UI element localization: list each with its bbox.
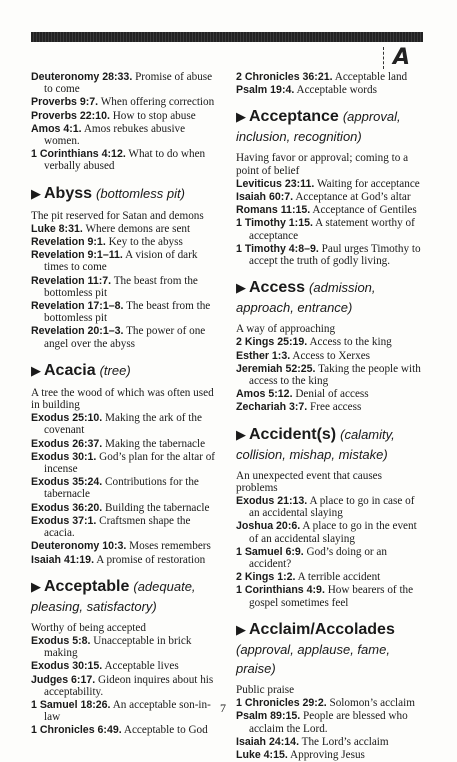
entry-description: How to stop abuse [112, 109, 196, 122]
entry-description: Denial of access [295, 388, 369, 401]
scripture-reference: Amos 4:1. [31, 122, 82, 135]
scripture-reference: Exodus 25:10. [31, 412, 103, 425]
scripture-reference: Esther 1:3. [236, 349, 291, 362]
entry-description: A place to go in case of an accidental slaying [249, 495, 415, 520]
topic-synonyms: (adequate, pleasing, satisfactory) [31, 578, 196, 614]
scripture-reference: Deuteronomy 10:3. [31, 540, 127, 553]
entry-description: What to do when verbally abused [44, 148, 206, 173]
scripture-entry [236, 710, 426, 734]
scripture-entry [31, 148, 218, 172]
topic-heading-acacia [31, 361, 218, 381]
topic-definition: An unexpected event that causes problems [236, 469, 383, 494]
entry-description: God’s plan for the altar of incense [44, 450, 216, 476]
scripture-entry [236, 584, 426, 608]
topic-heading-abyss [31, 184, 218, 204]
entry-description: The beast from the bottomless pit [44, 274, 198, 299]
scripture-entry [31, 674, 218, 698]
scripture-entry [31, 554, 218, 566]
entry-description: Free access [310, 401, 362, 414]
topic-definition: Public praise [236, 683, 295, 696]
entry-description: Access to Xerxes [292, 349, 371, 362]
entry-description: Acceptance at God’s altar [295, 191, 411, 204]
scripture-reference: Psalm 19:4. [236, 84, 295, 97]
entry-list-accident [236, 495, 426, 609]
scripture-reference: Exodus 30:1. [31, 450, 97, 463]
topic-synonyms: (bottomless pit) [96, 185, 185, 201]
scripture-reference: Leviticus 23:11. [236, 177, 315, 190]
topic-definition: Worthy of being accepted [31, 621, 146, 634]
scripture-entry [236, 749, 426, 761]
entry-description: A vision of dark times to come [44, 249, 198, 274]
triangle-bullet-icon: ▶ [31, 363, 41, 379]
entry-description: The Lord’s acclaim [301, 735, 389, 748]
scripture-entry [31, 110, 218, 122]
scripture-entry [31, 275, 218, 299]
entry-list-acacia [31, 412, 218, 565]
scripture-reference: Joshua 20:6. [236, 520, 301, 533]
scripture-reference: Isaiah 24:14. [236, 735, 300, 748]
entry-description: The beast from the bottomless pit [44, 300, 211, 325]
topic-heading-acceptable [31, 577, 218, 616]
section-letter-divider [383, 47, 385, 69]
scripture-reference: Exodus 30:15. [31, 660, 103, 673]
scripture-reference: 2 Kings 25:19. [236, 336, 308, 349]
scripture-reference: Exodus 35:24. [31, 476, 103, 489]
scripture-entry [31, 451, 218, 475]
scripture-reference: Zechariah 3:7. [236, 401, 308, 414]
entry-description: Making the tabernacle [105, 437, 206, 450]
entry-description: How bearers of the gospel sometimes feel [249, 584, 414, 609]
scripture-entry [236, 546, 426, 570]
entry-list-abyss [31, 223, 218, 350]
scripture-entry [236, 350, 426, 362]
scripture-reference: Psalm 89:15. [236, 710, 301, 723]
topic-definition: A tree the wood of which was often used in building [31, 386, 214, 412]
scripture-reference: 2 Chronicles 36:21. [236, 71, 333, 83]
scripture-reference: Luke 8:31. [31, 222, 83, 235]
scripture-reference: Exodus 21:13. [236, 495, 308, 508]
triangle-bullet-icon: ▶ [31, 579, 41, 595]
scripture-entry [31, 412, 218, 436]
entry-description: A promise of restoration [96, 553, 206, 566]
topic-word: Acceptable [44, 577, 130, 595]
topic-heading-accident [236, 425, 426, 464]
scripture-reference: Revelation 17:1–8. [31, 300, 124, 313]
scripture-entry [236, 495, 426, 519]
scripture-reference: 2 Kings 1:2. [236, 571, 296, 584]
scripture-entry [31, 660, 218, 672]
scripture-reference: 1 Samuel 18:26. [31, 698, 111, 711]
topic-heading-acceptance [236, 107, 426, 146]
scripture-entry [236, 736, 426, 748]
page-number: 7 [220, 701, 226, 715]
scripture-entry [236, 191, 426, 203]
scripture-reference: Exodus 36:20. [31, 501, 103, 514]
scripture-entry [31, 249, 218, 273]
entry-description: The power of one angel over the abyss [44, 325, 206, 350]
topic-word: Abyss [44, 184, 93, 202]
topic-synonyms: (calamity, collision, mishap, mistake) [236, 426, 395, 462]
entry-description: God’s doing or an accident? [249, 545, 387, 571]
entry-description: Acceptable words [296, 84, 377, 97]
scripture-entry [31, 635, 218, 659]
entry-description: Making the ark of the covenant [44, 412, 202, 437]
entry-description: Craftsmen shape the acacia. [44, 514, 191, 540]
entry-description: Key to the abyss [108, 236, 183, 249]
entry-description: Solomon’s acclaim [329, 697, 415, 710]
topic-synonyms: (admission, approach, entrance) [236, 280, 376, 316]
entry-list-acclaim [236, 697, 426, 761]
header-rule-bar [31, 32, 423, 42]
entry-description: Moses remembers [129, 540, 211, 553]
scripture-entry [31, 325, 218, 349]
scripture-reference: 1 Timothy 4:8–9. [236, 242, 319, 255]
entry-description: Acceptable lives [104, 660, 179, 673]
scripture-reference: Judges 6:17. [31, 673, 96, 686]
scripture-reference: Jeremiah 52:25. [236, 362, 316, 375]
scripture-reference: Exodus 5:8. [31, 634, 91, 647]
scripture-reference: Revelation 20:1–3. [31, 325, 124, 338]
entry-description: A terrible accident [297, 571, 381, 584]
topic-word: Acclaim/Accolades [249, 620, 395, 638]
triangle-bullet-icon: ▶ [236, 427, 246, 443]
scripture-entry [236, 363, 426, 387]
scripture-entry [31, 71, 218, 95]
scripture-reference: Revelation 11:7. [31, 274, 112, 287]
scripture-entry [236, 71, 426, 83]
topic-synonyms: (approval, applause, fame, praise) [236, 641, 390, 676]
entry-description: Contributions for the tabernacle [44, 476, 199, 501]
scripture-entry [236, 697, 426, 709]
scripture-reference: Revelation 9:1–11. [31, 249, 123, 262]
topic-definition: A way of approaching [236, 323, 336, 336]
scripture-entry [236, 388, 426, 400]
entry-description: Waiting for acceptance [316, 177, 420, 190]
entry-description: Acceptable land [334, 71, 408, 83]
scripture-entry [236, 204, 426, 216]
scripture-entry [31, 123, 218, 147]
section-letter-tab [383, 47, 423, 71]
scripture-entry [31, 96, 218, 108]
entry-description: Gideon inquires about his acceptability. [44, 673, 214, 698]
entry-description: People are blessed who acclaim the Lord. [249, 710, 408, 735]
scripture-entry [236, 520, 426, 544]
scripture-entry [31, 223, 218, 235]
scripture-entry [31, 540, 218, 552]
entry-description: When offering correction [100, 96, 215, 109]
entry-description: A statement worthy of acceptance [249, 217, 415, 242]
scripture-entry [31, 515, 218, 539]
entry-description: Access to the king [309, 336, 392, 349]
scripture-entry [236, 217, 426, 241]
entry-description: Taking the people with access to the king [249, 362, 421, 388]
scripture-reference: 1 Corinthians 4:12. [31, 148, 126, 161]
scripture-reference: Exodus 37:1. [31, 514, 97, 527]
entry-description: Acceptable to God [123, 724, 208, 737]
scripture-entry [31, 699, 218, 723]
scripture-reference: 1 Chronicles 6:49. [31, 724, 122, 737]
triangle-bullet-icon: ▶ [31, 186, 41, 202]
topic-definition: Having favor or approval; coming to a point of belief [236, 152, 409, 177]
scripture-entry [31, 502, 218, 514]
entry-description: Amos rebukes abusive women. [44, 122, 186, 148]
scripture-reference: Romans 11:15. [236, 204, 311, 217]
entry-list-access [236, 336, 426, 413]
entry-description: Promise of abuse to come [44, 71, 213, 96]
scripture-reference: Amos 5:12. [236, 388, 293, 401]
scripture-entry [236, 401, 426, 413]
topic-word: Acacia [44, 361, 96, 379]
topic-word: Accident(s) [249, 425, 337, 443]
triangle-bullet-icon: ▶ [236, 622, 246, 638]
scripture-reference: 1 Samuel 6:9. [236, 545, 304, 558]
scripture-reference: Revelation 9:1. [31, 236, 106, 249]
topic-heading-acclaim [236, 620, 426, 678]
entry-description: A place to go in the event of an accidental slaying [249, 520, 417, 545]
scripture-entry [31, 476, 218, 500]
scripture-entry [236, 571, 426, 583]
scripture-reference: Isaiah 41:19. [31, 553, 95, 566]
triangle-bullet-icon: ▶ [236, 281, 246, 297]
scripture-reference: Isaiah 60:7. [236, 191, 294, 204]
scripture-entry [31, 724, 218, 736]
entry-description: Acceptance of Gentiles [312, 204, 417, 217]
scripture-reference: 1 Timothy 1:15. [236, 217, 313, 230]
topic-word: Acceptance [249, 108, 339, 126]
entry-description: Approving Jesus [290, 748, 365, 761]
entry-description: An acceptable son-in-law [44, 698, 211, 724]
topic-definition: The pit reserved for Satan and demons [31, 209, 204, 222]
entry-list-acceptable [31, 635, 218, 737]
triangle-bullet-icon: ▶ [236, 110, 246, 126]
scripture-entry [236, 84, 426, 96]
scripture-reference: 1 Chronicles 29:2. [236, 697, 327, 710]
scripture-reference: Deuteronomy 28:33. [31, 71, 133, 83]
entry-list-continued [236, 71, 426, 96]
scripture-entry [31, 300, 218, 324]
topic-synonyms: (approval, inclusion, recognition) [236, 109, 401, 145]
scripture-entry [31, 236, 218, 248]
section-letter: A [393, 45, 411, 70]
left-column [31, 71, 218, 738]
entry-description: Paul urges Timothy to accept the truth of godly living. [249, 242, 421, 268]
scripture-reference: 1 Corinthians 4:9. [236, 584, 325, 597]
scripture-entry [236, 336, 426, 348]
scripture-entry [236, 243, 426, 267]
topic-heading-access [236, 278, 426, 317]
scripture-entry [31, 438, 218, 450]
entry-description: Where demons are sent [85, 222, 191, 235]
scripture-reference: Proverbs 9:7. [31, 96, 99, 109]
entry-description: Building the tabernacle [105, 501, 210, 514]
scripture-entry [236, 178, 426, 190]
topic-word: Access [249, 279, 306, 297]
scripture-reference: Exodus 26:37. [31, 437, 103, 450]
topic-synonyms: (tree) [99, 362, 131, 378]
scripture-reference: Luke 4:15. [236, 748, 288, 761]
entry-description: Unacceptable in brick making [44, 634, 192, 660]
scripture-reference: Proverbs 22:10. [31, 109, 110, 122]
entry-list-acceptance [236, 178, 426, 267]
entry-list-continued [31, 71, 218, 173]
right-column [236, 71, 426, 762]
